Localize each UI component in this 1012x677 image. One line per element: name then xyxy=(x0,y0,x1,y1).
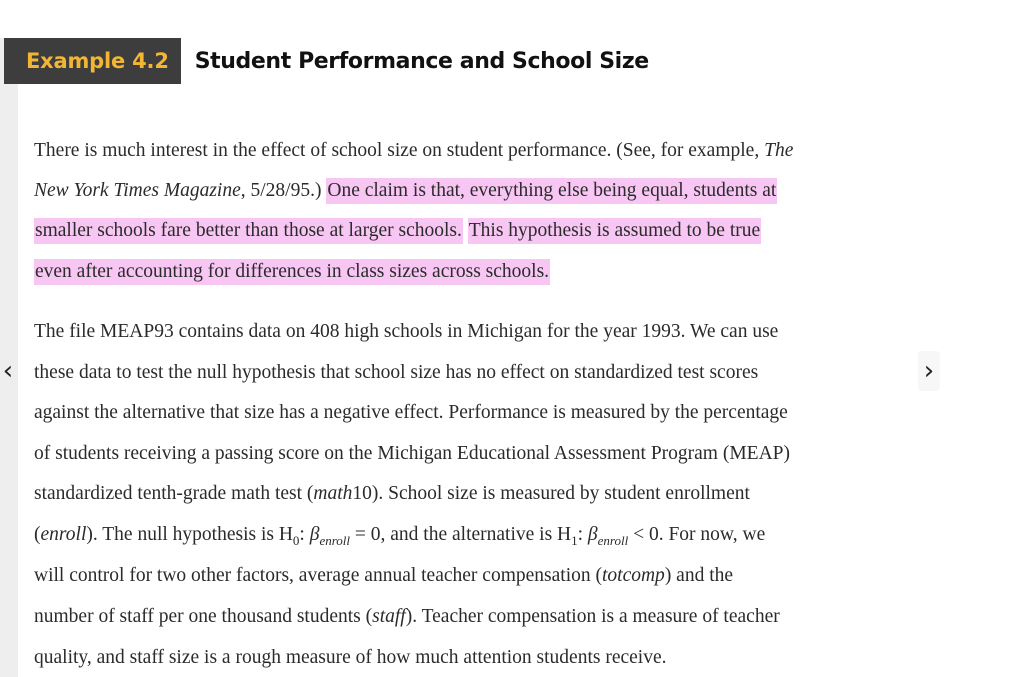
highlighted-hypothesis[interactable]: This hypothesis is assumed to be true xyxy=(468,218,761,244)
paragraph-2-line-2: these data to test the null hypothesis that school size has no effect on standardized test scores xyxy=(34,362,759,383)
paragraph-2-line-4: of students receiving a passing score on the Michigan Educational Assessment Program (MEAP) xyxy=(34,443,791,464)
paragraph-2-line-3: against the alternative that size has a negative effect. Performance is measured by the percentage xyxy=(34,402,788,423)
paragraph-2-line-9: quality, and staff size is a rough measure of how much attention students receive. xyxy=(34,647,667,668)
paragraph-2-line-7: will control for two other factors, average annual teacher compensation (totcomp) and the xyxy=(34,565,734,586)
example-header xyxy=(4,38,649,84)
highlighted-claim[interactable]: One claim is that, everything else being equal, students at xyxy=(326,178,777,204)
paragraph-2-line-1: The file MEAP93 contains data on 408 high schools in Michigan for the year 1993. We can use xyxy=(34,321,779,342)
example-badge: Example 4.2 xyxy=(4,38,181,84)
paragraph-1-line-1: There is much interest in the effect of school size on student performance. (See, for example, The xyxy=(34,140,794,161)
example-title: Student Performance and School Size xyxy=(194,48,649,74)
paragraph-1-line-4 xyxy=(34,258,550,286)
highlighted-hypothesis[interactable]: even after accounting for differences in class sizes across schools. xyxy=(34,259,550,285)
paragraph-2-line-6: (enroll). The null hypothesis is $H_0$: $\beta_{enroll} = 0$, and the alternative is $H_1$: $\beta_{enroll} < 0$. For now, we xyxy=(34,524,766,548)
paragraph-2-line-5: standardized tenth-grade math test (math10). School size is measured by student enrollment xyxy=(34,483,750,504)
paragraph-1-line-2: New York Times Magazine, 5/28/95.) One claim is that, everything else being equal, students at xyxy=(34,177,777,205)
previous-page-icon[interactable]: ‹ xyxy=(2,356,14,386)
next-page-icon[interactable]: › xyxy=(918,351,940,391)
paragraph-2-line-8: number of staff per one thousand students (staff). Teacher compensation is a measure of teacher xyxy=(34,606,780,627)
highlighted-claim[interactable]: smaller schools fare better than those at larger schools. xyxy=(34,218,463,244)
paragraph-1-line-3 xyxy=(34,217,761,245)
